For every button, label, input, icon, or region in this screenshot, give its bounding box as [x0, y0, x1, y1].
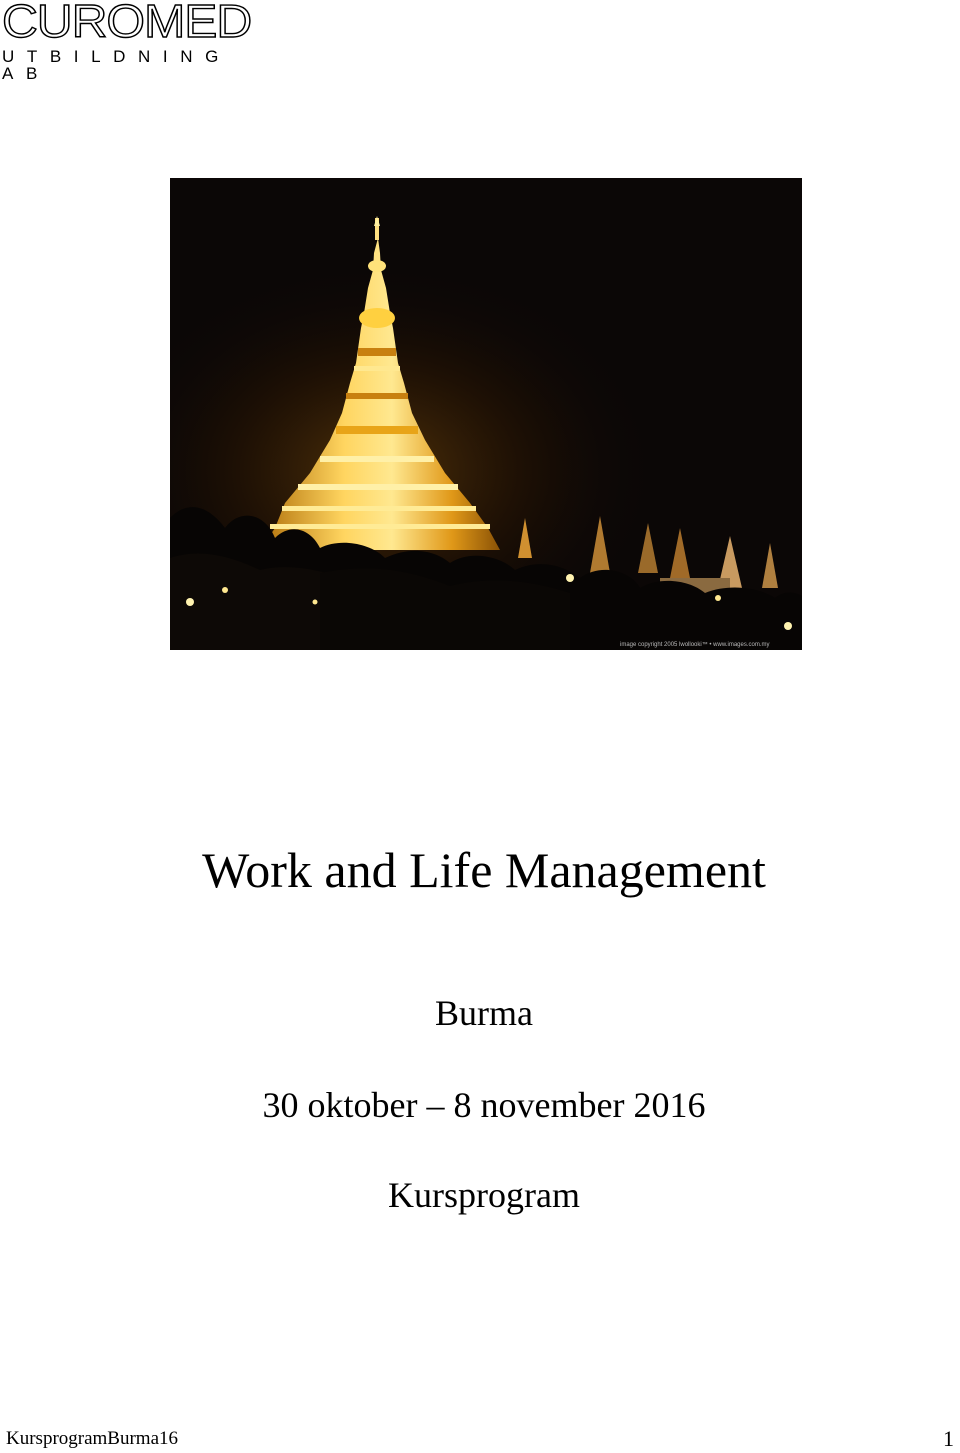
- location: Burma: [435, 993, 533, 1033]
- logo-name: CUROMED: [2, 0, 252, 47]
- document-type: Kursprogram: [388, 1175, 580, 1215]
- page-title: Work and Life Management: [202, 842, 766, 898]
- page-number: 1: [943, 1426, 954, 1451]
- logo-subtitle: UTBILDNING AB: [2, 47, 231, 83]
- curomed-logo: [0, 0, 280, 83]
- footer-filename: KursprogramBurma16: [6, 1428, 179, 1449]
- photo-copyright: image copyright 2005 lwollooki™ • www.images.com.my: [620, 642, 770, 648]
- pagoda-photo: [170, 178, 802, 650]
- dates: 30 oktober – 8 november 2016: [262, 1085, 706, 1125]
